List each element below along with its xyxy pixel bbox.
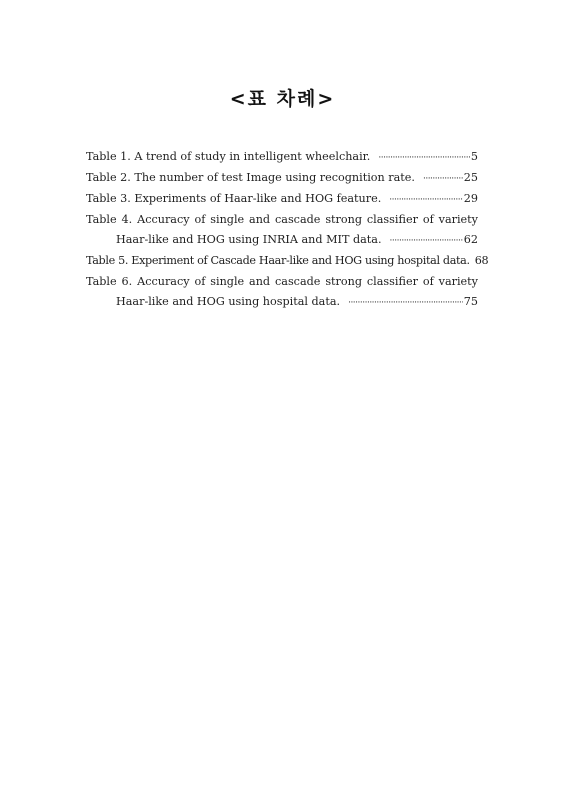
toc-entry-title: Table 5. Experiment of Cascade Haar-like and HOG using hospital data. — [86, 254, 470, 267]
dot-leader — [348, 293, 463, 313]
toc-page-number: 29 — [463, 192, 478, 205]
toc-entry-title: Table 1. A trend of study in intelligent wheelchair. — [86, 150, 371, 163]
toc-entry-title: Table 6. Accuracy of single and cascade strong classifier of variety — [86, 275, 478, 288]
toc-entry-table-6 — [86, 272, 478, 313]
toc-entry-table-3 — [86, 189, 478, 210]
toc-page-number: 75 — [463, 295, 478, 308]
page-title: <표 차례> — [229, 88, 336, 110]
toc-entry-title-continued: Haar-like and HOG using hospital data. — [116, 295, 341, 308]
toc-entry-title: Table 2. The number of test Image using recognition rate. — [86, 171, 415, 184]
toc-page-number: 68 — [474, 254, 489, 267]
toc-entry-table-5 — [86, 251, 489, 272]
toc-page-number: 62 — [463, 233, 478, 246]
toc-entry-table-4 — [86, 210, 478, 251]
dot-leader — [389, 190, 462, 210]
toc-entry-table-1 — [86, 147, 478, 168]
toc-entry-title: Table 4. Accuracy of single and cascade strong classifier of variety — [86, 213, 478, 226]
dot-leader — [378, 148, 470, 168]
toc-page-number: 25 — [463, 171, 478, 184]
toc-entry-table-2 — [86, 168, 478, 189]
table-of-contents — [86, 147, 489, 313]
dot-leader — [423, 169, 463, 189]
toc-page-number: 5 — [470, 150, 478, 163]
toc-entry-title-continued: Haar-like and HOG using INRIA and MIT data. — [116, 233, 382, 246]
dot-leader — [390, 231, 463, 251]
toc-entry-title: Table 3. Experiments of Haar-like and HOG feature. — [86, 192, 382, 205]
